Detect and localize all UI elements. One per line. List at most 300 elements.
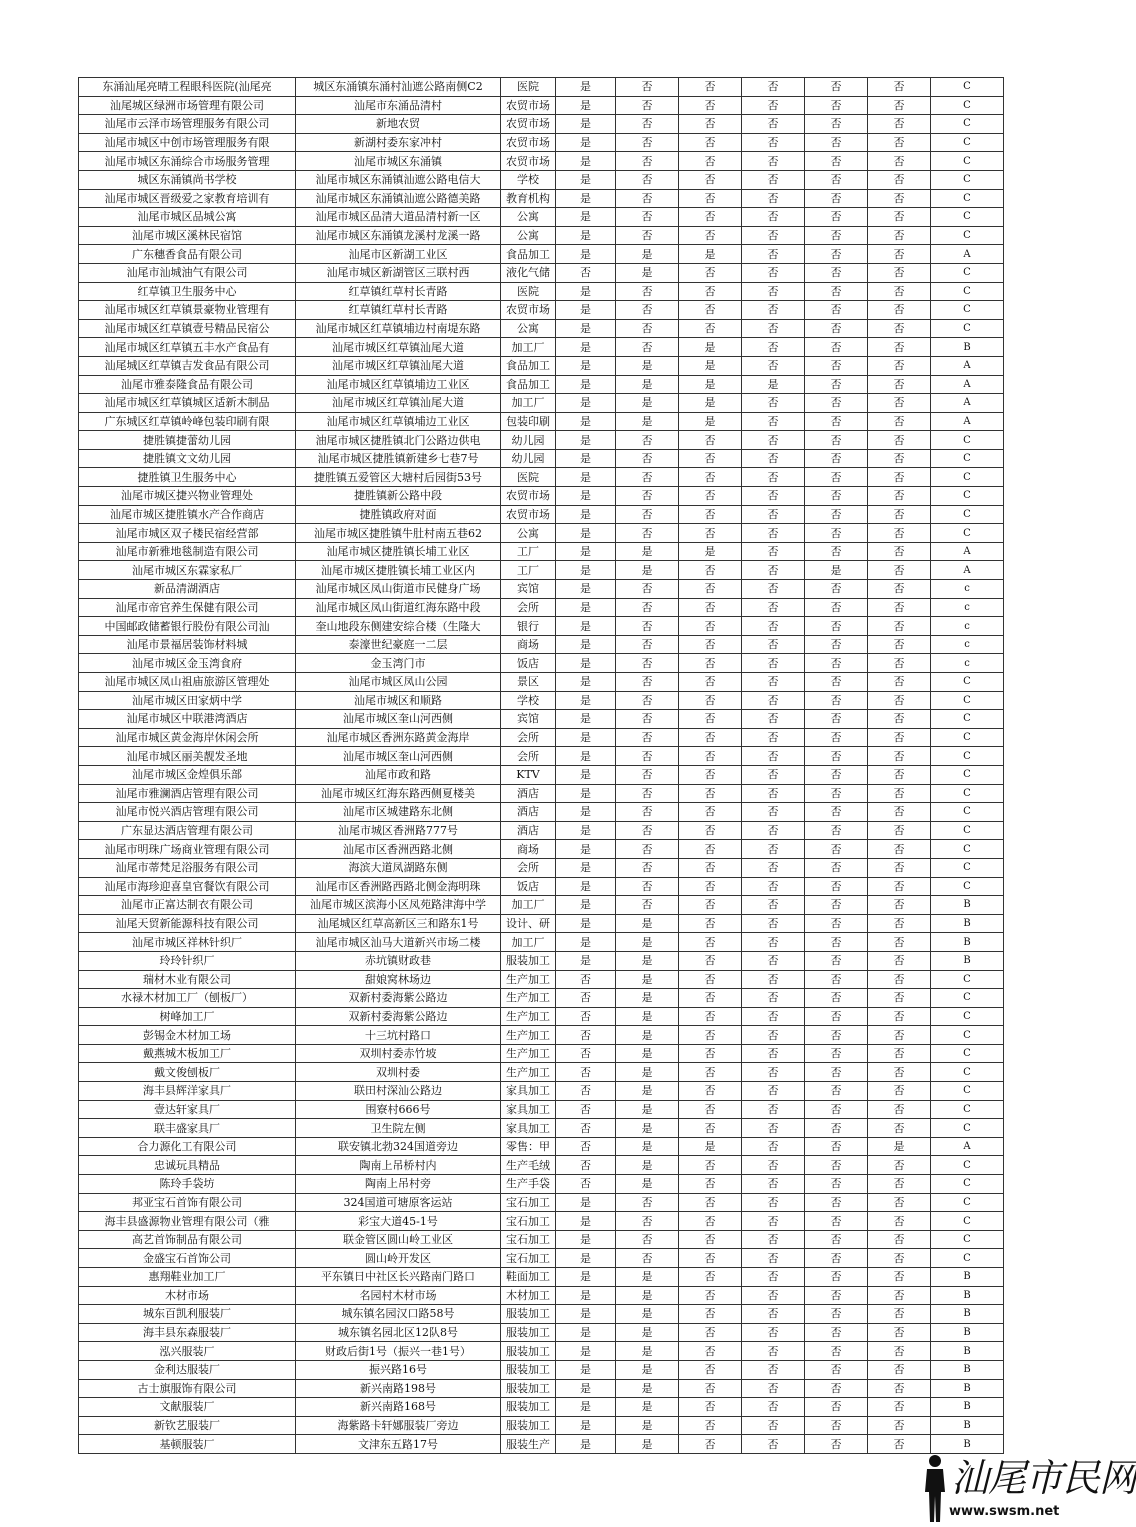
flag-cell-4: 否 bbox=[742, 896, 805, 915]
table-row bbox=[79, 1342, 1004, 1361]
address-cell: 陶南上吊桥村内 bbox=[296, 1156, 501, 1175]
category-cell: 会所 bbox=[501, 728, 556, 747]
table-row bbox=[79, 951, 1004, 970]
flag-cell-2: 是 bbox=[616, 356, 679, 375]
table-row bbox=[79, 1082, 1004, 1101]
flag-cell-4: 否 bbox=[742, 487, 805, 506]
flag-cell-1: 是 bbox=[556, 412, 616, 431]
flag-cell-1: 是 bbox=[556, 96, 616, 115]
flag-cell-1: 是 bbox=[556, 858, 616, 877]
flag-cell-1: 是 bbox=[556, 170, 616, 189]
category-cell: 农贸市场 bbox=[501, 152, 556, 171]
flag-cell-6: 否 bbox=[868, 821, 931, 840]
category-cell: 会所 bbox=[501, 598, 556, 617]
address-cell: 双新村委海紫公路边 bbox=[296, 1007, 501, 1026]
address-cell: 汕尾市城区奎山河西侧 bbox=[296, 747, 501, 766]
table-row bbox=[79, 542, 1004, 561]
flag-cell-3: 否 bbox=[679, 487, 742, 506]
address-cell: 红草镇红草村长青路 bbox=[296, 282, 501, 301]
unit-name-cell: 捷胜镇卫生服务中心 bbox=[79, 468, 296, 487]
flag-cell-3: 否 bbox=[679, 989, 742, 1008]
flag-cell-5: 否 bbox=[805, 1175, 868, 1194]
address-cell: 汕尾市城区捷胜镇牛肚村南五巷62 bbox=[296, 524, 501, 543]
unit-name-cell: 文献服装厂 bbox=[79, 1398, 296, 1417]
flag-cell-2: 是 bbox=[616, 263, 679, 282]
flag-cell-1: 是 bbox=[556, 152, 616, 171]
flag-cell-3: 否 bbox=[679, 1007, 742, 1026]
category-cell: 农贸市场 bbox=[501, 487, 556, 506]
level-cell: C bbox=[931, 784, 1004, 803]
flag-cell-5: 否 bbox=[805, 96, 868, 115]
unit-name-cell: 汕尾市城区晋级爱之家教育培训有 bbox=[79, 189, 296, 208]
flag-cell-6: 否 bbox=[868, 914, 931, 933]
flag-cell-2: 是 bbox=[616, 1137, 679, 1156]
flag-cell-3: 否 bbox=[679, 710, 742, 729]
flag-cell-2: 是 bbox=[616, 989, 679, 1008]
flag-cell-1: 是 bbox=[556, 580, 616, 599]
flag-cell-6: 否 bbox=[868, 803, 931, 822]
flag-cell-2: 否 bbox=[616, 133, 679, 152]
flag-cell-5: 否 bbox=[805, 1193, 868, 1212]
flag-cell-4: 否 bbox=[742, 858, 805, 877]
level-cell: C bbox=[931, 1007, 1004, 1026]
unit-name-cell: 木材市场 bbox=[79, 1286, 296, 1305]
category-cell: 酒店 bbox=[501, 821, 556, 840]
flag-cell-6: 否 bbox=[868, 394, 931, 413]
flag-cell-1: 是 bbox=[556, 1379, 616, 1398]
flag-cell-6: 否 bbox=[868, 208, 931, 227]
flag-cell-3: 否 bbox=[679, 951, 742, 970]
unit-name-cell: 广东穗香食品有限公司 bbox=[79, 245, 296, 264]
flag-cell-6: 否 bbox=[868, 505, 931, 524]
flag-cell-5: 否 bbox=[805, 1360, 868, 1379]
flag-cell-1: 是 bbox=[556, 524, 616, 543]
address-cell: 汕尾市城区东涌镇汕遮公路电信大 bbox=[296, 170, 501, 189]
category-cell: 公寓 bbox=[501, 208, 556, 227]
level-cell: c bbox=[931, 617, 1004, 636]
address-cell: 汕尾市区香洲西路北侧 bbox=[296, 840, 501, 859]
unit-name-cell: 汕尾天贸新能源科技有限公司 bbox=[79, 914, 296, 933]
flag-cell-6: 否 bbox=[868, 1398, 931, 1417]
flag-cell-4: 否 bbox=[742, 1305, 805, 1324]
flag-cell-5: 否 bbox=[805, 673, 868, 692]
unit-name-cell: 基顿服装厂 bbox=[79, 1435, 296, 1454]
flag-cell-1: 是 bbox=[556, 208, 616, 227]
flag-cell-3: 否 bbox=[679, 1286, 742, 1305]
address-cell: 新地农贸 bbox=[296, 115, 501, 134]
unit-name-cell: 汕尾市城区东霖家私厂 bbox=[79, 561, 296, 580]
flag-cell-2: 是 bbox=[616, 1082, 679, 1101]
flag-cell-4: 否 bbox=[742, 691, 805, 710]
flag-cell-5: 否 bbox=[805, 152, 868, 171]
unit-name-cell: 东涌汕尾亮晴工程眼科医院(汕尾亮 bbox=[79, 78, 296, 97]
level-cell: C bbox=[931, 710, 1004, 729]
level-cell: C bbox=[931, 691, 1004, 710]
level-cell: C bbox=[931, 431, 1004, 450]
category-cell: 饭店 bbox=[501, 877, 556, 896]
flag-cell-1: 是 bbox=[556, 319, 616, 338]
unit-name-cell: 金盛宝石首饰公司 bbox=[79, 1249, 296, 1268]
category-cell: 宝石加工 bbox=[501, 1230, 556, 1249]
level-cell: C bbox=[931, 970, 1004, 989]
flag-cell-2: 是 bbox=[616, 1063, 679, 1082]
flag-cell-1: 否 bbox=[556, 1082, 616, 1101]
address-cell: 汕尾市城区捷胜镇长埔工业区内 bbox=[296, 561, 501, 580]
flag-cell-2: 否 bbox=[616, 338, 679, 357]
address-cell: 汕尾市城区汕马大道新兴市场二楼 bbox=[296, 933, 501, 952]
category-cell: 景区 bbox=[501, 673, 556, 692]
unit-name-cell: 陈玲手袋坊 bbox=[79, 1175, 296, 1194]
flag-cell-1: 是 bbox=[556, 449, 616, 468]
flag-cell-5: 否 bbox=[805, 1212, 868, 1231]
flag-cell-5: 否 bbox=[805, 765, 868, 784]
level-cell: C bbox=[931, 1044, 1004, 1063]
address-cell: 联安镇北勃324国道旁边 bbox=[296, 1137, 501, 1156]
flag-cell-1: 否 bbox=[556, 1063, 616, 1082]
address-cell: 汕尾市城区凤山街道红海东路中段 bbox=[296, 598, 501, 617]
table-row bbox=[79, 989, 1004, 1008]
flag-cell-4: 否 bbox=[742, 263, 805, 282]
flag-cell-2: 否 bbox=[616, 1193, 679, 1212]
flag-cell-2: 否 bbox=[616, 319, 679, 338]
table-row bbox=[79, 487, 1004, 506]
flag-cell-6: 否 bbox=[868, 728, 931, 747]
table-row bbox=[79, 319, 1004, 338]
unit-name-cell: 联丰盛家具厂 bbox=[79, 1119, 296, 1138]
flag-cell-6: 否 bbox=[868, 989, 931, 1008]
flag-cell-2: 是 bbox=[616, 412, 679, 431]
flag-cell-4: 否 bbox=[742, 617, 805, 636]
level-cell: B bbox=[931, 914, 1004, 933]
flag-cell-5: 否 bbox=[805, 338, 868, 357]
category-cell: 商场 bbox=[501, 635, 556, 654]
flag-cell-5: 否 bbox=[805, 524, 868, 543]
address-cell: 捷胜镇五爱管区大塘村后园街53号 bbox=[296, 468, 501, 487]
flag-cell-5: 否 bbox=[805, 1323, 868, 1342]
flag-cell-4: 否 bbox=[742, 189, 805, 208]
address-cell: 汕尾市区城建路东北侧 bbox=[296, 803, 501, 822]
flag-cell-4: 是 bbox=[742, 375, 805, 394]
category-cell: 医院 bbox=[501, 78, 556, 97]
level-cell: C bbox=[931, 728, 1004, 747]
level-cell: C bbox=[931, 319, 1004, 338]
address-cell: 汕尾市城区凤山公园 bbox=[296, 673, 501, 692]
category-cell: 服装生产 bbox=[501, 1435, 556, 1454]
flag-cell-5: 否 bbox=[805, 654, 868, 673]
flag-cell-3: 否 bbox=[679, 208, 742, 227]
flag-cell-5: 否 bbox=[805, 1137, 868, 1156]
unit-name-cell: 汕尾市城区田家炳中学 bbox=[79, 691, 296, 710]
flag-cell-6: 否 bbox=[868, 710, 931, 729]
table-row bbox=[79, 691, 1004, 710]
unit-name-cell: 城区东涌镇尚书学校 bbox=[79, 170, 296, 189]
table-row bbox=[79, 803, 1004, 822]
flag-cell-1: 是 bbox=[556, 1323, 616, 1342]
flag-cell-1: 是 bbox=[556, 896, 616, 915]
flag-cell-5: 否 bbox=[805, 1230, 868, 1249]
level-cell: C bbox=[931, 673, 1004, 692]
unit-name-cell: 彭锡金木材加工场 bbox=[79, 1026, 296, 1045]
flag-cell-1: 是 bbox=[556, 784, 616, 803]
flag-cell-2: 否 bbox=[616, 78, 679, 97]
category-cell: 农贸市场 bbox=[501, 115, 556, 134]
flag-cell-5: 否 bbox=[805, 989, 868, 1008]
flag-cell-2: 是 bbox=[616, 933, 679, 952]
level-cell: B bbox=[931, 1323, 1004, 1342]
flag-cell-3: 否 bbox=[679, 635, 742, 654]
flag-cell-2: 否 bbox=[616, 449, 679, 468]
category-cell: 服装加工 bbox=[501, 1379, 556, 1398]
flag-cell-5: 否 bbox=[805, 394, 868, 413]
table-row bbox=[79, 896, 1004, 915]
table-row bbox=[79, 970, 1004, 989]
address-cell: 汕尾市城区东涌镇汕遮公路德美路 bbox=[296, 189, 501, 208]
flag-cell-6: 否 bbox=[868, 598, 931, 617]
flag-cell-3: 是 bbox=[679, 338, 742, 357]
flag-cell-4: 否 bbox=[742, 1156, 805, 1175]
flag-cell-6: 否 bbox=[868, 1379, 931, 1398]
flag-cell-2: 是 bbox=[616, 245, 679, 264]
flag-cell-1: 是 bbox=[556, 115, 616, 134]
flag-cell-4: 否 bbox=[742, 431, 805, 450]
flag-cell-2: 是 bbox=[616, 1175, 679, 1194]
table-row bbox=[79, 263, 1004, 282]
table-row bbox=[79, 1360, 1004, 1379]
flag-cell-5: 否 bbox=[805, 1379, 868, 1398]
unit-name-cell: 汕尾市正富达制衣有限公司 bbox=[79, 896, 296, 915]
flag-cell-1: 否 bbox=[556, 1100, 616, 1119]
address-cell: 汕尾市城区香洲东路黄金海岸 bbox=[296, 728, 501, 747]
flag-cell-1: 是 bbox=[556, 133, 616, 152]
unit-name-cell: 瑞材木业有限公司 bbox=[79, 970, 296, 989]
flag-cell-2: 否 bbox=[616, 896, 679, 915]
category-cell: 家具加工 bbox=[501, 1119, 556, 1138]
category-cell: 木材加工 bbox=[501, 1286, 556, 1305]
flag-cell-4: 否 bbox=[742, 1268, 805, 1287]
flag-cell-3: 否 bbox=[679, 1026, 742, 1045]
flag-cell-4: 否 bbox=[742, 78, 805, 97]
flag-cell-4: 否 bbox=[742, 412, 805, 431]
flag-cell-6: 否 bbox=[868, 468, 931, 487]
category-cell: 农贸市场 bbox=[501, 301, 556, 320]
flag-cell-3: 否 bbox=[679, 1193, 742, 1212]
flag-cell-6: 否 bbox=[868, 412, 931, 431]
address-cell: 陶南上吊村旁 bbox=[296, 1175, 501, 1194]
flag-cell-6: 否 bbox=[868, 654, 931, 673]
category-cell: 生产加工 bbox=[501, 989, 556, 1008]
flag-cell-4: 否 bbox=[742, 1026, 805, 1045]
address-cell: 卫生院左侧 bbox=[296, 1119, 501, 1138]
flag-cell-3: 是 bbox=[679, 1137, 742, 1156]
level-cell: C bbox=[931, 989, 1004, 1008]
flag-cell-4: 否 bbox=[742, 598, 805, 617]
level-cell: A bbox=[931, 356, 1004, 375]
category-cell: 公寓 bbox=[501, 524, 556, 543]
flag-cell-4: 否 bbox=[742, 580, 805, 599]
category-cell: 包装印刷 bbox=[501, 412, 556, 431]
unit-name-cell: 海丰县辉洋家具厂 bbox=[79, 1082, 296, 1101]
address-cell: 十三坑村路口 bbox=[296, 1026, 501, 1045]
category-cell: 宝石加工 bbox=[501, 1249, 556, 1268]
flag-cell-5: 是 bbox=[805, 561, 868, 580]
flag-cell-2: 是 bbox=[616, 1026, 679, 1045]
flag-cell-5: 否 bbox=[805, 747, 868, 766]
category-cell: 家具加工 bbox=[501, 1082, 556, 1101]
unit-name-cell: 壹达轩家具厂 bbox=[79, 1100, 296, 1119]
level-cell: C bbox=[931, 1193, 1004, 1212]
table-row bbox=[79, 170, 1004, 189]
table-row bbox=[79, 412, 1004, 431]
flag-cell-2: 是 bbox=[616, 1156, 679, 1175]
category-cell: 学校 bbox=[501, 170, 556, 189]
flag-cell-4: 否 bbox=[742, 1435, 805, 1454]
table-row bbox=[79, 1026, 1004, 1045]
flag-cell-5: 否 bbox=[805, 951, 868, 970]
flag-cell-3: 否 bbox=[679, 1119, 742, 1138]
level-cell: c bbox=[931, 598, 1004, 617]
category-cell: 宾馆 bbox=[501, 710, 556, 729]
flag-cell-3: 是 bbox=[679, 245, 742, 264]
flag-cell-2: 否 bbox=[616, 821, 679, 840]
flag-cell-2: 是 bbox=[616, 1398, 679, 1417]
table-row bbox=[79, 338, 1004, 357]
flag-cell-2: 否 bbox=[616, 524, 679, 543]
flag-cell-6: 否 bbox=[868, 896, 931, 915]
flag-cell-6: 否 bbox=[868, 1230, 931, 1249]
flag-cell-5: 否 bbox=[805, 1100, 868, 1119]
flag-cell-3: 否 bbox=[679, 598, 742, 617]
level-cell: C bbox=[931, 858, 1004, 877]
flag-cell-6: 否 bbox=[868, 635, 931, 654]
flag-cell-5: 否 bbox=[805, 1082, 868, 1101]
unit-name-cell: 汕尾市新雅地毯制造有限公司 bbox=[79, 542, 296, 561]
flag-cell-6: 否 bbox=[868, 933, 931, 952]
unit-name-cell: 汕尾市城区红草镇五丰水产食品有 bbox=[79, 338, 296, 357]
flag-cell-1: 是 bbox=[556, 1286, 616, 1305]
flag-cell-4: 否 bbox=[742, 1137, 805, 1156]
flag-cell-3: 否 bbox=[679, 449, 742, 468]
level-cell: C bbox=[931, 877, 1004, 896]
flag-cell-2: 是 bbox=[616, 1416, 679, 1435]
category-cell: 设计、研 bbox=[501, 914, 556, 933]
address-cell: 振兴路16号 bbox=[296, 1360, 501, 1379]
category-cell: 食品加工 bbox=[501, 375, 556, 394]
flag-cell-5: 否 bbox=[805, 858, 868, 877]
category-cell: 加工厂 bbox=[501, 896, 556, 915]
unit-name-cell: 汕尾市城区黄金海岸休闲会所 bbox=[79, 728, 296, 747]
flag-cell-6: 否 bbox=[868, 542, 931, 561]
unit-name-cell: 邦亚宝石首饰有限公司 bbox=[79, 1193, 296, 1212]
level-cell: C bbox=[931, 821, 1004, 840]
flag-cell-5: 否 bbox=[805, 468, 868, 487]
flag-cell-6: 否 bbox=[868, 877, 931, 896]
flag-cell-5: 否 bbox=[805, 1156, 868, 1175]
unit-name-cell: 汕尾市城区凤山祖庙旅游区管理处 bbox=[79, 673, 296, 692]
flag-cell-6: 否 bbox=[868, 691, 931, 710]
category-cell: 食品加工 bbox=[501, 356, 556, 375]
flag-cell-3: 否 bbox=[679, 96, 742, 115]
level-cell: C bbox=[931, 78, 1004, 97]
address-cell: 联金管区圆山岭工业区 bbox=[296, 1230, 501, 1249]
flag-cell-6: 是 bbox=[868, 1137, 931, 1156]
address-cell: 汕尾市区香洲路西路北侧金海明珠 bbox=[296, 877, 501, 896]
flag-cell-4: 否 bbox=[742, 1007, 805, 1026]
address-cell: 汕尾市城区红草镇埔边村南堤东路 bbox=[296, 319, 501, 338]
table-row bbox=[79, 375, 1004, 394]
category-cell: 鞋面加工 bbox=[501, 1268, 556, 1287]
level-cell: C bbox=[931, 1230, 1004, 1249]
flag-cell-4: 否 bbox=[742, 319, 805, 338]
unit-name-cell: 汕尾市海珍迎喜皇官餐饮有限公司 bbox=[79, 877, 296, 896]
category-cell: 生产加工 bbox=[501, 1044, 556, 1063]
flag-cell-3: 否 bbox=[679, 933, 742, 952]
unit-name-cell: 汕尾市城区东涌综合市场服务管理 bbox=[79, 152, 296, 171]
unit-name-cell: 红草镇卫生服务中心 bbox=[79, 282, 296, 301]
address-cell: 捷胜镇新公路中段 bbox=[296, 487, 501, 506]
flag-cell-1: 否 bbox=[556, 1137, 616, 1156]
category-cell: 服装加工 bbox=[501, 1398, 556, 1417]
table-row bbox=[79, 189, 1004, 208]
flag-cell-1: 是 bbox=[556, 1342, 616, 1361]
flag-cell-6: 否 bbox=[868, 1435, 931, 1454]
table-row bbox=[79, 1044, 1004, 1063]
address-cell: 海滨大道凤湖路东侧 bbox=[296, 858, 501, 877]
flag-cell-1: 是 bbox=[556, 673, 616, 692]
table-row bbox=[79, 78, 1004, 97]
flag-cell-1: 是 bbox=[556, 1230, 616, 1249]
flag-cell-1: 是 bbox=[556, 338, 616, 357]
level-cell: c bbox=[931, 635, 1004, 654]
flag-cell-4: 否 bbox=[742, 1379, 805, 1398]
flag-cell-3: 否 bbox=[679, 1044, 742, 1063]
category-cell: 食品加工 bbox=[501, 245, 556, 264]
flag-cell-6: 否 bbox=[868, 170, 931, 189]
category-cell: 教育机构 bbox=[501, 189, 556, 208]
flag-cell-1: 是 bbox=[556, 914, 616, 933]
table-row bbox=[79, 245, 1004, 264]
flag-cell-4: 否 bbox=[742, 1249, 805, 1268]
flag-cell-6: 否 bbox=[868, 375, 931, 394]
level-cell: A bbox=[931, 1137, 1004, 1156]
table-row bbox=[79, 468, 1004, 487]
level-cell: A bbox=[931, 245, 1004, 264]
flag-cell-3: 否 bbox=[679, 803, 742, 822]
flag-cell-1: 是 bbox=[556, 1305, 616, 1324]
table-row bbox=[79, 1286, 1004, 1305]
flag-cell-3: 否 bbox=[679, 263, 742, 282]
flag-cell-5: 否 bbox=[805, 617, 868, 636]
unit-name-cell: 树峰加工厂 bbox=[79, 1007, 296, 1026]
flag-cell-4: 否 bbox=[742, 394, 805, 413]
flag-cell-3: 否 bbox=[679, 840, 742, 859]
flag-cell-1: 是 bbox=[556, 1249, 616, 1268]
table-row bbox=[79, 1100, 1004, 1119]
unit-name-cell: 高艺首饰制品有限公司 bbox=[79, 1230, 296, 1249]
flag-cell-6: 否 bbox=[868, 784, 931, 803]
flag-cell-4: 否 bbox=[742, 1212, 805, 1231]
flag-cell-5: 否 bbox=[805, 635, 868, 654]
flag-cell-1: 是 bbox=[556, 1360, 616, 1379]
flag-cell-1: 是 bbox=[556, 1193, 616, 1212]
table-row bbox=[79, 1379, 1004, 1398]
unit-name-cell: 忠诚玩具精品 bbox=[79, 1156, 296, 1175]
unit-name-cell: 汕尾市城区祥林针织厂 bbox=[79, 933, 296, 952]
flag-cell-2: 否 bbox=[616, 598, 679, 617]
address-cell: 汕尾市城区捷胜镇长埔工业区 bbox=[296, 542, 501, 561]
unit-name-cell: 海丰县盛源物业管理有限公司（雅 bbox=[79, 1212, 296, 1231]
flag-cell-6: 否 bbox=[868, 263, 931, 282]
flag-cell-2: 是 bbox=[616, 1100, 679, 1119]
